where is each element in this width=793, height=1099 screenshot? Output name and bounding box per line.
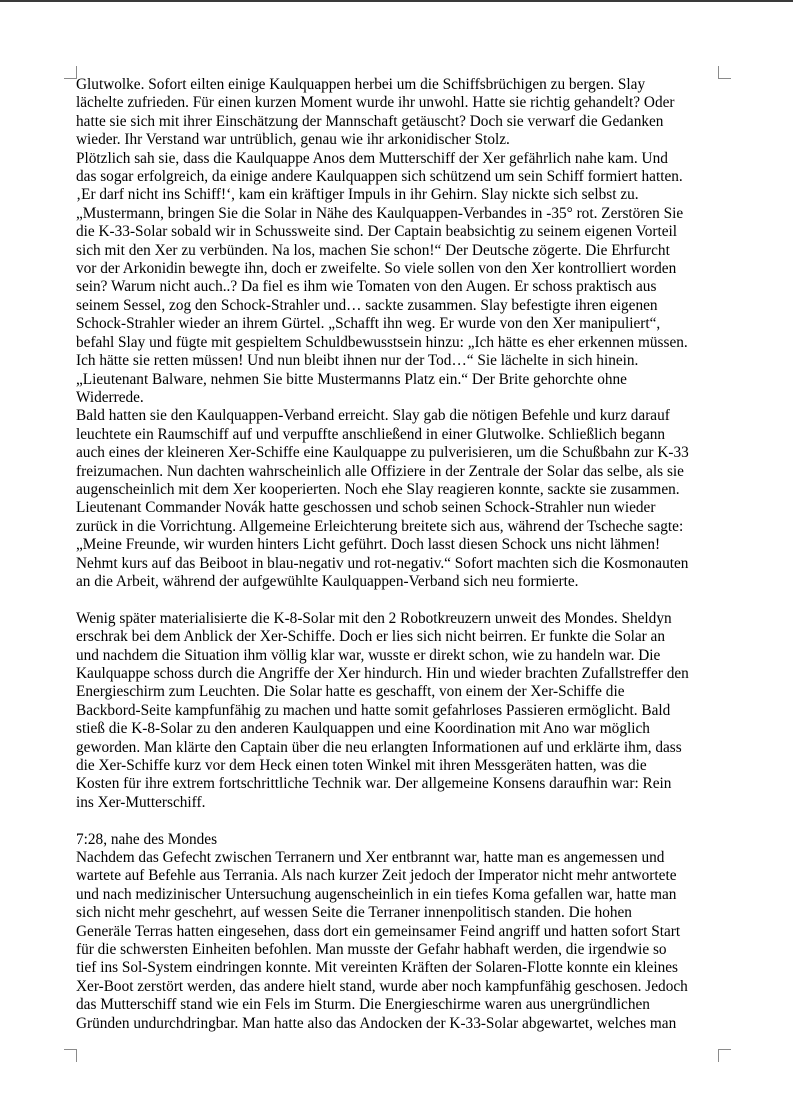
text-line: tief ins Sol-System eindringen konnte. Mit vereinten Kräften der Solaren-Flotte konnte ein kleines: [76, 959, 678, 977]
text-line: Backbord-Seite kampfunfähig zu machen und hatte somit gefahrloses Passieren ermöglicht. Bald: [76, 701, 671, 719]
text-line: Plötzlich sah sie, dass die Kaulquappe Anos dem Mutterschiff der Xer gefährlich nahe kam. Und: [76, 149, 668, 167]
blank-line: [76, 812, 718, 830]
text-line: seinem Sessel, zog den Schock-Strahler und… sackte zusammen. Slay befestigte ihren eigenen: [76, 296, 658, 314]
crop-mark-bottom-left: [64, 1049, 77, 1062]
text-line: leuchtete ein Raumschiff auf und verpuffte anschließend in einer Glutwolke. Schließlich begann: [76, 425, 666, 443]
text-line: Widerrede.: [76, 388, 144, 406]
text-line: stieß die K-8-Solar zu den anderen Kaulquappen und eine Koordination mit Ano war möglich: [76, 720, 650, 738]
text-line: Nachdem das Gefecht zwischen Terranern und Xer entbrannt war, hatte man es angemessen und: [76, 849, 665, 867]
blank-line: [76, 591, 718, 609]
text-line: Bald hatten sie den Kaulquappen-Verband erreicht. Slay gab die nötigen Befehle und kurz darauf: [76, 407, 670, 425]
text-line: ins Xer-Mutterschiff.: [76, 793, 206, 811]
text-line: Schock-Strahler wieder an ihrem Gürtel. „Schafft ihn weg. Er wurde von den Xer manipuliert“,: [76, 315, 661, 333]
text-line: Generäle Terras hatten eingesehen, dass dort ein gemeinsamer Feind angriff und hatten sofort Start: [76, 922, 681, 940]
text-line: Xer-Boot zerstört werden, das andere hielt stand, wurde aber noch kampfunfähig geschosen. Jedoch: [76, 977, 688, 995]
text-line: Wenig später materialisierte die K-8-Solar mit den 2 Robotkreuzern unweit des Mondes. Sheldyn: [76, 609, 672, 627]
text-line: sich mit den Xer zu verbünden. Na los, machen Sie schon!“ Der Deutsche zögerte. Die Ehrfurcht: [76, 241, 670, 259]
text-line: augenscheinlich mit dem Xer kooperierten. Noch ehe Slay reagieren konnte, sackte sie zusammen.: [76, 480, 680, 498]
text-line: Ich hätte sie retten müssen! Und nun bleibt ihnen nur der Tod…“ Sie lächelte in sich hinein.: [76, 352, 639, 370]
text-line: Kaulquappe schoss durch die Angriffe der Xer hindurch. Hin und wieder brachten Zufallstreffer den: [76, 664, 689, 682]
text-line: für die schwersten Einheiten befohlen. Man musste der Gefahr habhaft werden, die irgendwie so: [76, 941, 667, 959]
text-line: Glutwolke. Sofort eilten einige Kaulquappen herbei um die Schiffsbrüchigen zu bergen. Slay: [76, 76, 646, 93]
crop-mark-bottom-right: [718, 1049, 731, 1062]
text-line: das Mutterschiff stand wie ein Fels im Sturm. Die Energieschirme waren aus unergründlichen: [76, 996, 650, 1014]
text-line: an die Arbeit, während der aufgewühlte Kaulquappen-Verband sich neu formierte.: [76, 572, 579, 590]
text-line: die Xer-Schiffe kurz vor dem Heck einen toten Winkel mit ihren Messgeräten hatten, was die: [76, 757, 647, 775]
document-body: [76, 76, 718, 1038]
text-line: „Lieutenant Balware, nehmen Sie bitte Mustermanns Platz ein.“ Der Brite gehorchte ohne: [76, 370, 627, 388]
text-line: wieder. Ihr Verstand war untrüblich, genau wie ihr arkonidischer Stolz.: [76, 131, 510, 149]
text-line: sich nicht mehr geschehrt, auf wessen Seite die Terraner innenpolitisch standen. Die hohen: [76, 904, 632, 922]
text-line: erschrak bei dem Anblick der Xer-Schiffe. Doch er lies sich nicht beirren. Er funkte die Solar an: [76, 628, 665, 646]
text-line: sein? Warum nicht auch..? Da fiel es ihm wie Tomaten von den Augen. Er schoss praktisch aus: [76, 278, 657, 296]
text-line: das sogar erfolgreich, da einige andere Kaulquappen sich schützend um sein Schiff formiert hatten.: [76, 168, 683, 186]
text-line: Nehmt kurs auf das Beiboot in blau-negativ und rot-negativ.“ Sofort machten sich die Kosmonauten: [76, 554, 689, 572]
text-line: „Meine Freunde, wir wurden hinters Licht geführt. Doch lasst diesen Schock uns nicht lähmen!: [76, 536, 661, 554]
text-line: die K-33-Solar sobald wir in Schussweite sind. Der Captain beabsichtig zu seinem eigenen Vorteil: [76, 223, 677, 241]
text-line: vor der Arkonidin bewegte ihn, doch er zweifelte. So viele sollen von den Xer kontrolliert worden: [76, 260, 677, 278]
text-line: zurück in die Vorrichtung. Allgemeine Erleichterung breitete sich aus, während der Tscheche sagte:: [76, 517, 684, 535]
text-line: geworden. Man klärte den Captain über die neu erlangten Informationen auf und erklärte ihm, dass: [76, 738, 682, 756]
text-line: lächelte zufrieden. Für einen kurzen Moment wurde ihr unwohl. Hatte sie richtig gehandelt? Oder: [76, 94, 675, 112]
text-line: Lieutenant Commander Novák hatte geschossen und schob seinen Schock-Strahler nun wieder: [76, 499, 656, 517]
top-border: [0, 0, 793, 2]
text-line: Gründen undurchdringbar. Man hatte also das Andocken der K-33-Solar abgewartet, welches man: [76, 1014, 677, 1032]
text-line: und nach medizinischer Untersuchung augenscheinlich in ein tiefes Koma gefallen war, hatte man: [76, 885, 677, 903]
text-line: freizumachen. Nun dachten wahrscheinlich alle Offiziere in der Zentrale der Solar das selbe, als sie: [76, 462, 684, 480]
text-line: wartete auf Befehle aus Terrania. Als nach kurzer Zeit jedoch der Imperator nicht mehr antwortete: [76, 867, 677, 885]
text-line: befahl Slay und fügte mit gespieltem Schuldbewusstsein hinzu: „Ich hätte es eher erkennen müssen.: [76, 333, 688, 351]
text-line: Energieschirm zum Leuchten. Die Solar hatte es geschafft, von einem der Xer-Schiffe die: [76, 683, 625, 701]
text-line: ‚Er darf nicht ins Schiff!‘, kam ein kräftiger Impuls in ihr Gehirn. Slay nickte sich selbst zu.: [76, 186, 639, 204]
text-line: und nachdem die Situation ihm völlig klar war, wusste er direkt schon, wie zu handeln war. Die: [76, 646, 661, 664]
text-line: „Mustermann, bringen Sie die Solar in Nähe des Kaulquappen-Verbandes in -35° rot. Zerstören Sie: [76, 204, 684, 222]
text-line: auch eines der kleineren Xer-Schiffe eine Kaulquappe zu pulverisieren, um die Schußbahn zur K-33: [76, 444, 689, 462]
text-line: Kosten für ihre extrem fortschrittliche Technik war. Der allgemeine Konsens daraufhin war: Rein: [76, 775, 672, 793]
crop-mark-top-right: [718, 66, 731, 79]
text-line: hatte sie sich mit ihrer Einschätzung der Mannschaft getäuscht? Doch sie verwarf die Gedanken: [76, 112, 664, 130]
text-line: 7:28, nahe des Mondes: [76, 830, 218, 848]
